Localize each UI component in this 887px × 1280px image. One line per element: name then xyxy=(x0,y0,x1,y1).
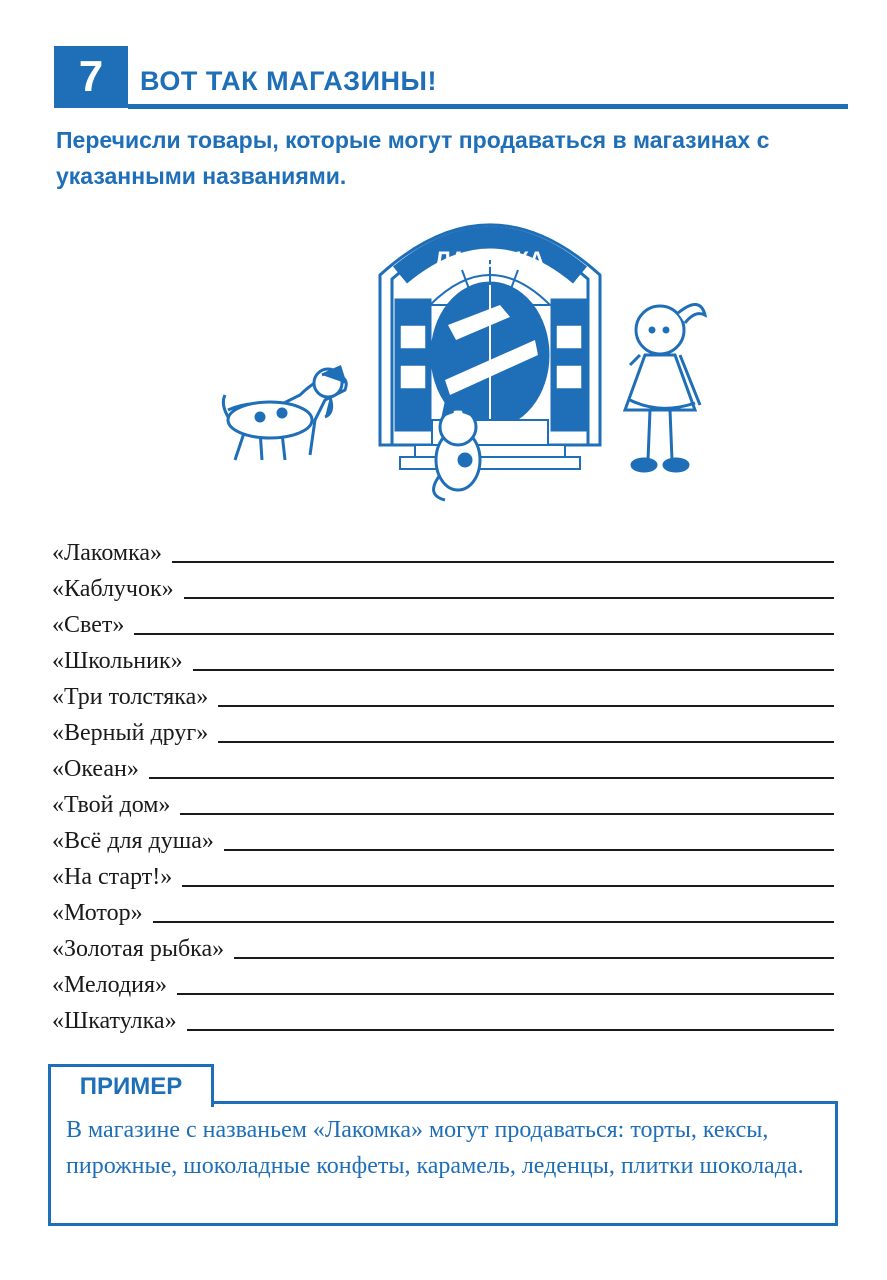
shop-name: «Океан» xyxy=(52,756,139,782)
shop-name: «Каблучок» xyxy=(52,576,174,602)
shop-name: «Школьник» xyxy=(52,648,183,674)
answer-line[interactable] xyxy=(193,645,834,671)
shop-row xyxy=(52,998,834,1034)
shop-name: «Лакомка» xyxy=(52,540,163,566)
shop-name: «Твой дом» xyxy=(52,792,171,818)
shop-row xyxy=(52,602,834,638)
answer-line[interactable] xyxy=(153,897,834,923)
shop-row xyxy=(52,854,834,890)
answer-line[interactable] xyxy=(177,969,834,995)
shop-row xyxy=(52,962,834,998)
dog-figure xyxy=(223,367,346,460)
exercise-header xyxy=(54,46,848,112)
shop-name: «Мотор» xyxy=(52,900,143,926)
shop-list xyxy=(52,530,834,1034)
shop-name: «Золотая рыбка» xyxy=(52,936,225,962)
answer-line[interactable] xyxy=(218,717,834,743)
example-label: ПРИМЕР xyxy=(48,1064,214,1107)
shop-row xyxy=(52,746,834,782)
answer-line[interactable] xyxy=(218,681,834,707)
shop-sign-text: ЛАКОМКА xyxy=(435,247,545,272)
shop-name: «На старт!» xyxy=(52,864,173,890)
shop-name: «Мелодия» xyxy=(52,972,168,998)
shop-row xyxy=(52,710,834,746)
answer-line[interactable] xyxy=(182,861,834,887)
example-text: В магазине с названьем «Лакомка» могут продаваться: торты, кексы, пирожные, шоколадные конфеты, карамель, леденцы, плитки шоколада. xyxy=(66,1117,804,1179)
shop-row xyxy=(52,674,834,710)
header-rule xyxy=(128,104,848,109)
answer-line[interactable] xyxy=(187,1005,834,1031)
answer-line[interactable] xyxy=(224,825,834,851)
shop-row xyxy=(52,566,834,602)
shop-name: «Свет» xyxy=(52,612,125,638)
exercise-number: 7 xyxy=(54,46,128,108)
answer-line[interactable] xyxy=(149,753,834,779)
shop-row xyxy=(52,890,834,926)
answer-line[interactable] xyxy=(184,573,834,599)
shop-illustration xyxy=(200,205,720,515)
shop-row xyxy=(52,818,834,854)
shop-name: «Три толстяка» xyxy=(52,684,209,710)
answer-line[interactable] xyxy=(234,933,834,959)
shop-row xyxy=(52,530,834,566)
shop-name: «Всё для душа» xyxy=(52,828,214,854)
shop-name: «Верный друг» xyxy=(52,720,209,746)
answer-line[interactable] xyxy=(180,789,834,815)
instruction-text: Перечисли товары, которые могут продаваться в магазинах с указанными названиями. xyxy=(56,127,770,189)
answer-line[interactable] xyxy=(172,537,834,563)
shop-row xyxy=(52,926,834,962)
shop-row xyxy=(52,782,834,818)
shop-name: «Шкатулка» xyxy=(52,1008,177,1034)
exercise-title: ВОТ ТАК МАГАЗИНЫ! xyxy=(140,66,437,96)
answer-line[interactable] xyxy=(134,609,834,635)
girl-figure xyxy=(625,304,705,471)
shop-row xyxy=(52,638,834,674)
